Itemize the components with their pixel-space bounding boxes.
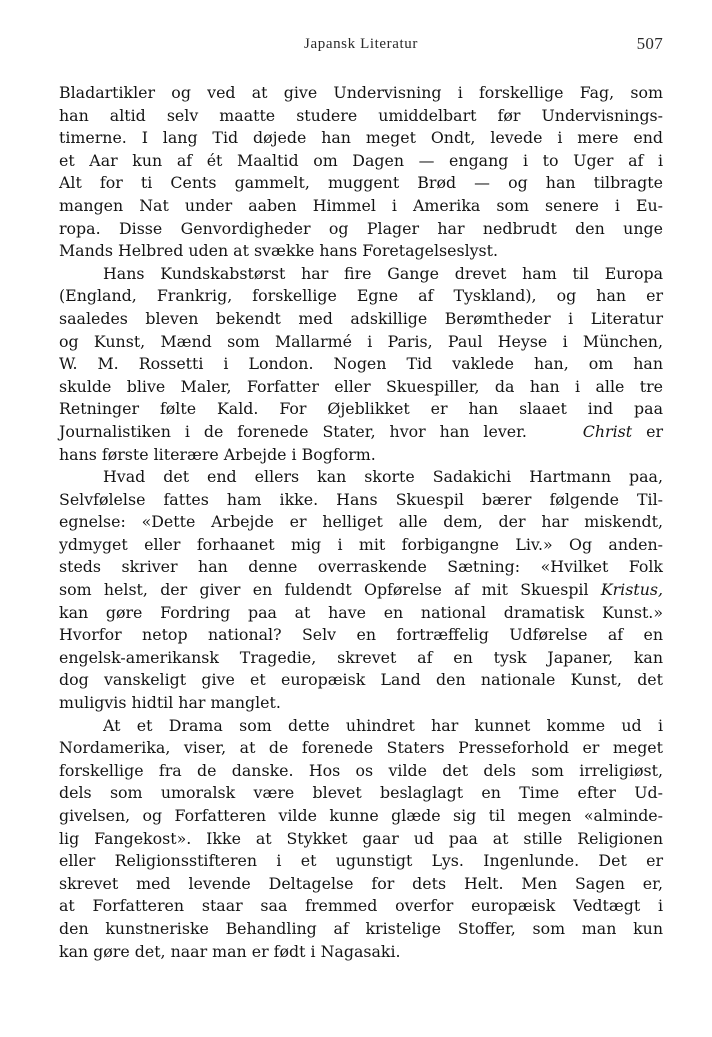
paragraph-4 (59, 715, 663, 964)
text-line: dels som umoralsk være blevet beslaglagt en Time efter Ud- (59, 783, 663, 803)
text-line: steds skriver han denne overraskende Sætning: «Hvilket Folk (59, 557, 663, 577)
text-line: lig Fangekost». Ikke at Stykket gaar ud paa at stille Religionen (59, 828, 663, 848)
text-line: han altid selv maatte studere umiddelbart før Undervisnings- (59, 105, 663, 125)
text-line: ropa. Disse Genvordigheder og Plager har nedbrudt den unge (59, 218, 663, 238)
text-segment: Journalistiken i de forenede Stater, hvor han lever. (59, 421, 527, 441)
paragraph-2 (59, 263, 663, 466)
text-segment: som helst, der giver en fuldendt Opførelse af mit Skuespil (59, 580, 589, 600)
book-page (59, 32, 663, 963)
text-line: Hvad det end ellers kan skorte Sadakichi Hartmann paa, (103, 467, 663, 487)
text-line: Retninger følte Kald. For Øjeblikket er han slaaet ind paa (59, 399, 663, 419)
text-line: Hvorfor netop national? Selv en fortræffelig Udførelse af en (59, 625, 663, 645)
text-line: Nordamerika, viser, at de forenede Staters Presseforhold er meget (59, 738, 663, 758)
text-line: dog vanskeligt give et europæisk Land den nationale Kunst, det (59, 670, 663, 690)
text-line: (England, Frankrig, forskellige Egne af Tyskland), og han er (59, 286, 663, 306)
text-line-with-title (59, 579, 663, 602)
text-line: saaledes bleven bekendt med adskillige Berømtheder i Literatur (59, 308, 663, 328)
paragraph-1 (59, 82, 663, 263)
text-line: W. M. Rossetti i London. Nogen Tid vaklede han, om han (59, 354, 663, 374)
text-line: Mands Helbred uden at svække hans Foretagelseslyst. (59, 241, 499, 261)
text-line: et Aar kun af ét Maaltid om Dagen — engang i to Uger af i (59, 150, 663, 170)
text-line: Selvfølelse fattes ham ikke. Hans Skuespil bærer følgende Til- (59, 489, 663, 509)
text-line: egnelse: «Dette Arbejde er helliget alle dem, der har miskendt, (59, 512, 663, 532)
text-line: muligvis hidtil har manglet. (59, 693, 281, 713)
body-text (59, 82, 663, 963)
text-line: forskellige fra de danske. Hos os vilde det dels som irreligiøst, (59, 760, 663, 780)
play-title-kristus: Kristus, (600, 580, 663, 600)
text-line: skulde blive Maler, Forfatter eller Skuespiller, da han i alle tre (59, 376, 663, 396)
text-line: kan gøre Fordring paa at have en national dramatisk Kunst.» (59, 602, 663, 622)
text-line: eller Religionsstifteren i et ugunstigt Lys. Ingenlunde. Det er (59, 851, 663, 871)
text-segment: er (646, 421, 663, 441)
page-number: 507 (636, 34, 663, 53)
book-title-christ: Christ (582, 421, 633, 441)
text-line: mangen Nat under aaben Himmel i Amerika som senere i Eu- (59, 195, 663, 215)
text-line: skrevet med levende Deltagelse for dets Helt. Men Sagen er, (59, 873, 663, 893)
text-line: at Forfatteren staar saa fremmed overfor europæisk Vedtægt i (59, 896, 663, 916)
paragraph-3 (59, 466, 663, 715)
text-line: At et Drama som dette uhindret har kunnet komme ud i (103, 715, 663, 735)
text-line: Bladartikler og ved at give Undervisning i forskellige Fag, som (59, 83, 663, 102)
text-line: kan gøre det, naar man er født i Nagasaki. (59, 941, 401, 961)
text-line: den kunstneriske Behandling af kristelige Stoffer, som man kun (59, 918, 663, 938)
text-line: givelsen, og Forfatteren vilde kunne glæde sig til megen «alminde- (59, 806, 663, 825)
text-line: Hans Kundskabstørst har fire Gange drevet ham til Europa (103, 263, 663, 283)
text-line: hans første literære Arbejde i Bogform. (59, 444, 376, 464)
page-header (59, 32, 663, 58)
text-line: og Kunst, Mænd som Mallarmé i Paris, Paul Heyse i München, (59, 331, 663, 351)
text-line: timerne. I lang Tid døjede han meget Ondt, levede i mere end (59, 128, 663, 148)
text-line-with-title (59, 421, 663, 444)
text-line: Alt for ti Cents gammelt, muggent Brød — og han tilbragte (59, 173, 663, 193)
text-line: engelsk-amerikansk Tragedie, skrevet af en tysk Japaner, kan (59, 647, 663, 667)
running-title: Japansk Literatur (304, 36, 418, 52)
text-line: ydmyget eller forhaanet mig i mit forbigangne Liv.» Og anden- (59, 534, 663, 554)
